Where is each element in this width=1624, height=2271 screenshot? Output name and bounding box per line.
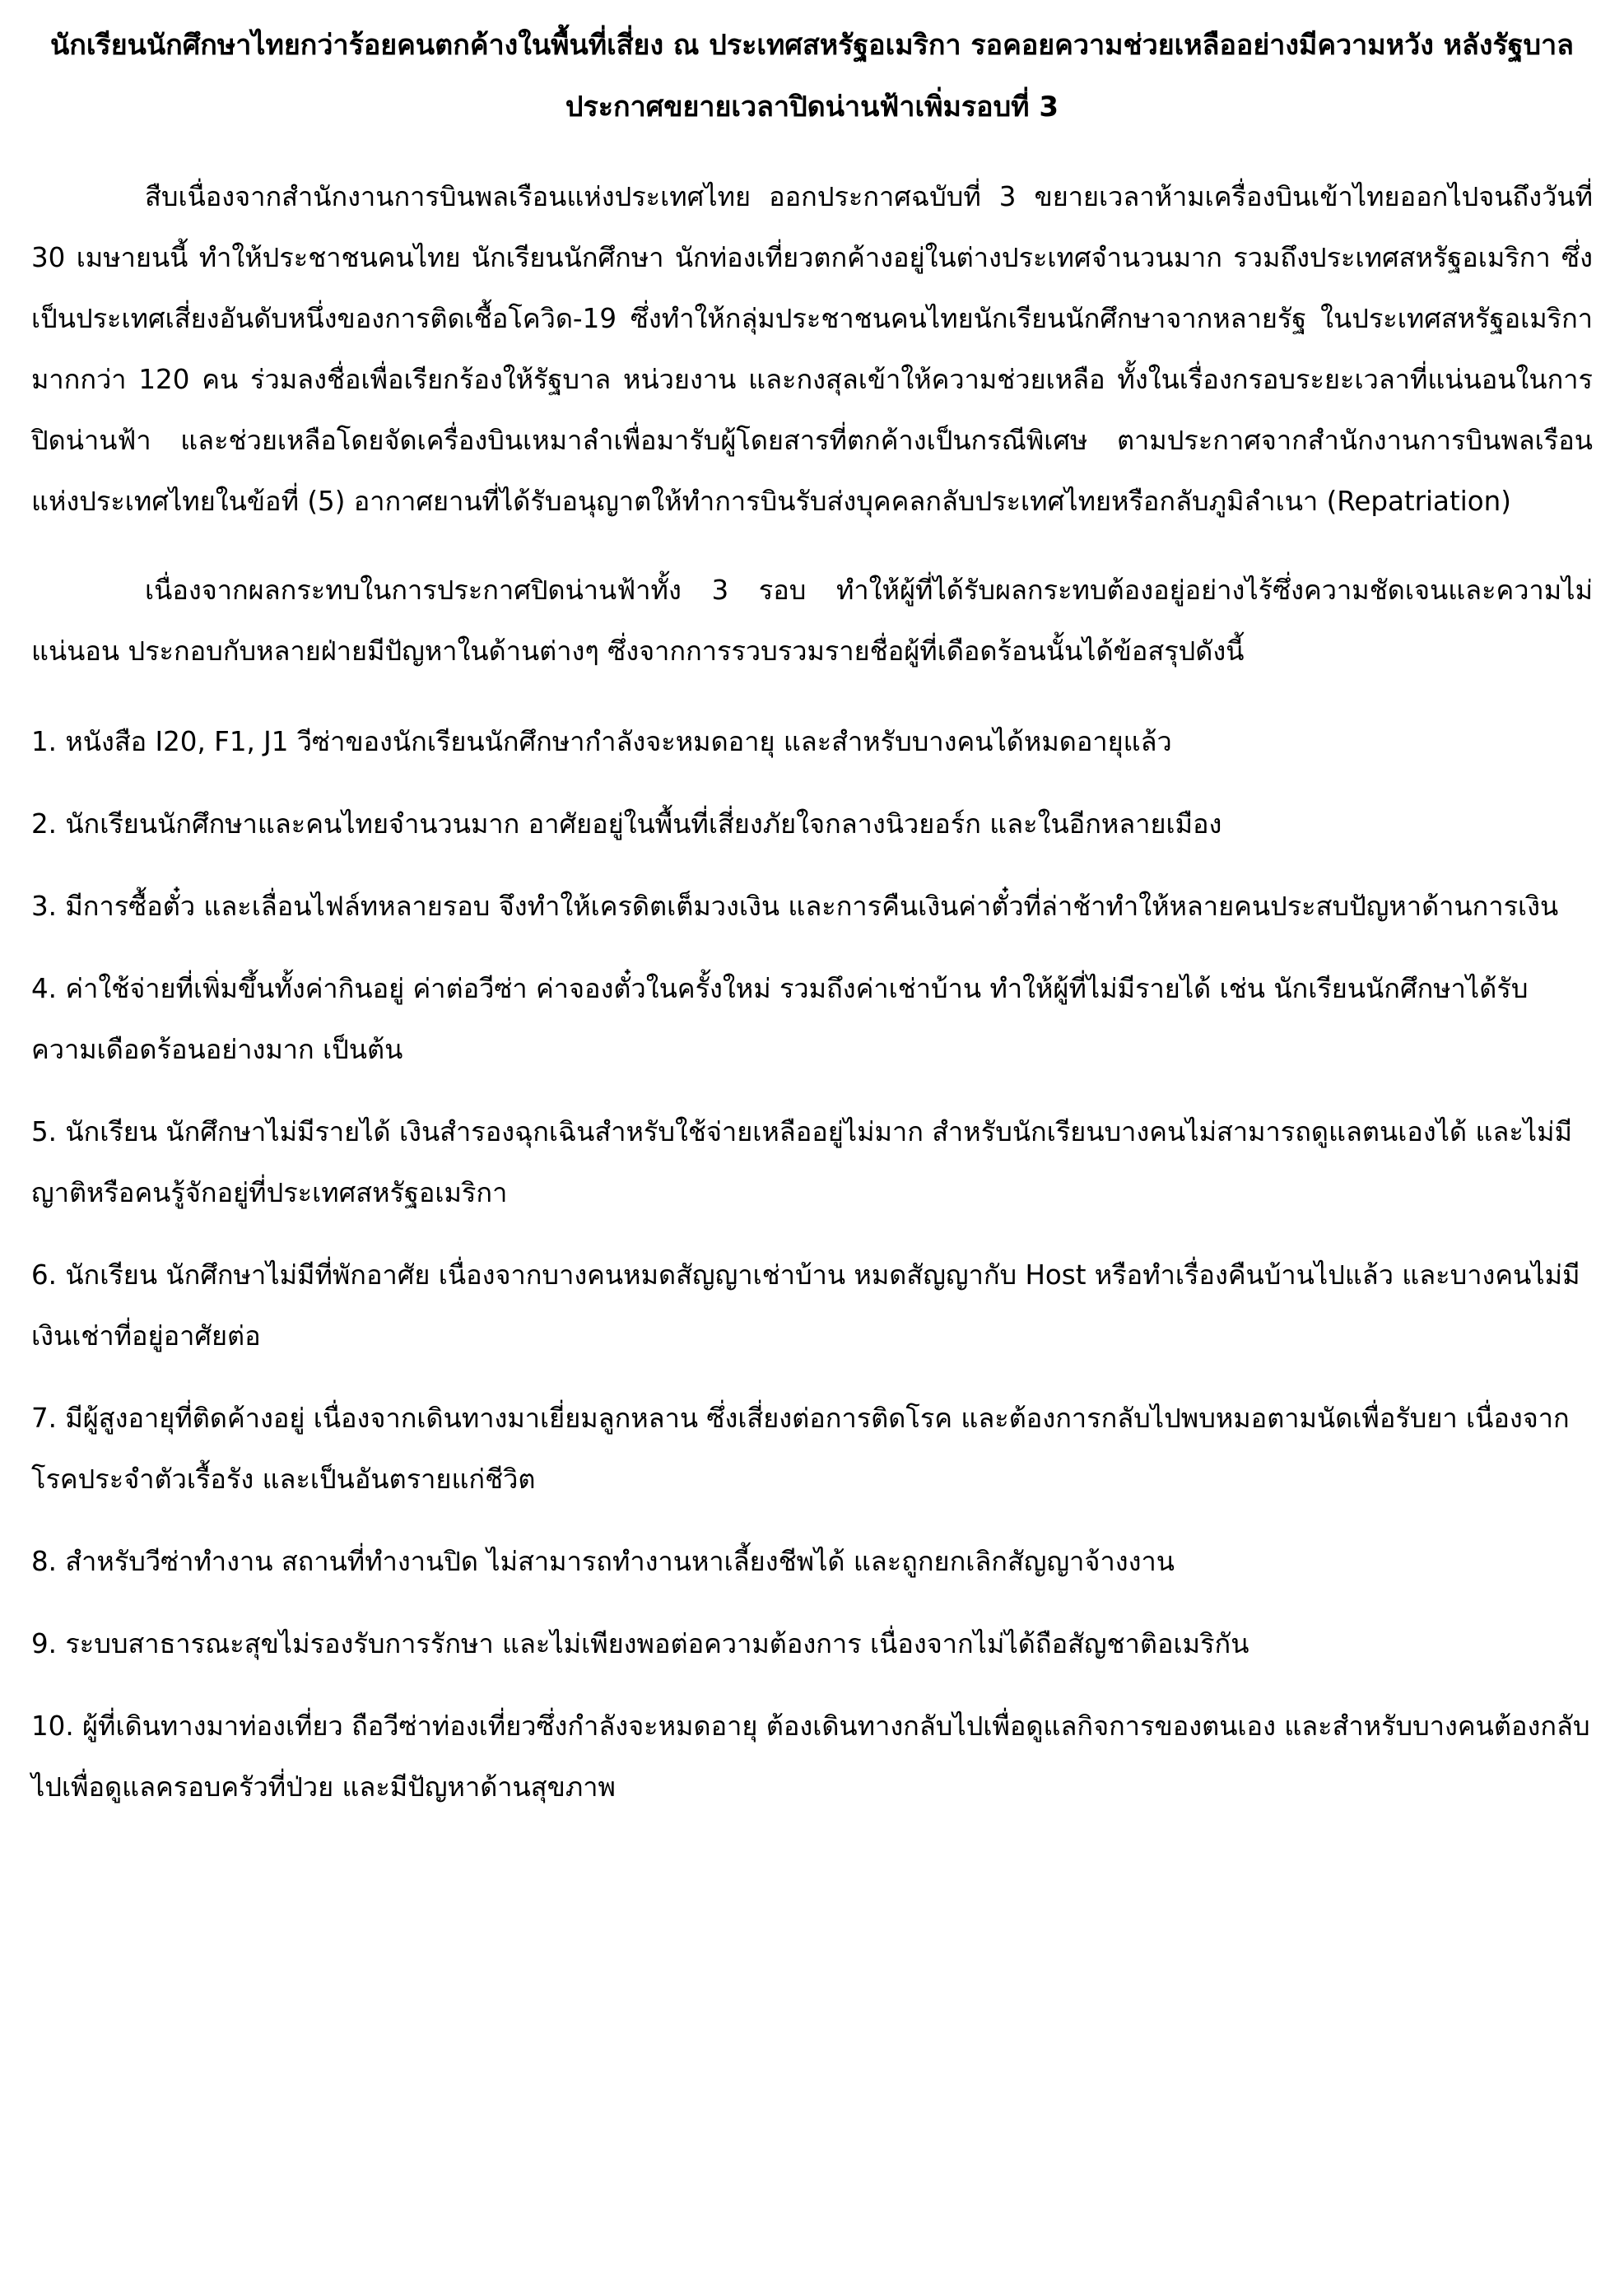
article-title: นักเรียนนักศึกษาไทยกว่าร้อยคนตกค้างในพื้นที่เสี่ยง ณ ประเทศสหรัฐอเมริกา รอคอยความช่วยเหลืออย่างมีความหวัง หลังรัฐบาลประกาศขยายเวลาปิดน่านฟ้าเพิ่มรอบที่ 3 xyxy=(49,29,1575,123)
list-item: 5. นักเรียน นักศึกษาไม่มีรายได้ เงินสำรองฉุกเฉินสำหรับใช้จ่ายเหลืออยู่ไม่มาก สำหรับนักเรียนบางคนไม่สามารถดูแลตนเองได้ และไม่มีญาติหรือคนรู้จักอยู่ที่ประเทศสหรัฐอเมริกา xyxy=(31,1116,1572,1208)
list-item: 1. หนังสือ I20, F1, J1 วีซ่าของนักเรียนนักศึกษากำลังจะหมดอายุ และสำหรับบางคนได้หมดอายุแล้ว xyxy=(31,726,1172,757)
document-page xyxy=(31,15,1593,1817)
list-item: 9. ระบบสาธารณะสุขไม่รองรับการรักษา และไม่เพียงพอต่อความต้องการ เนื่องจากไม่ได้ถือสัญชาติอเมริกัน xyxy=(31,1628,1249,1659)
intro-paragraph: สืบเนื่องจากสำนักงานการบินพลเรือนแห่งประเทศไทย ออกประกาศฉบับที่ 3 ขยายเวลาห้ามเครื่องบินเข้าไทยออกไปจนถึงวันที่ 30 เมษายนนี้ ทำให้ประชาชนคนไทย นักเรียนนักศึกษา นักท่องเที่ยวตกค้างอยู่ในต่างประเทศจำนวนมาก รวมถึงประเทศสหรัฐอเมริกา ซึ่งเป็นประเทศเสี่ยงอันดับหนึ่งของการติดเชื้อโควิด-19 ซึ่งทำให้กลุ่มประชาชนคนไทยนักเรียนนักศึกษาจากหลายรัฐ ในประเทศสหรัฐอเมริกามากกว่า 120 คน ร่วมลงชื่อเพื่อเรียกร้องให้รัฐบาล หน่วยงาน และกงสุลเข้าให้ความช่วยเหลือ ทั้งในเรื่องกรอบระยะเวลาที่แน่นอนในการปิดน่านฟ้า และช่วยเหลือโดยจัดเครื่องบินเหมาลำเพื่อมารับผู้โดยสารที่ตกค้างเป็นกรณีพิเศษ ตามประกาศจากสำนักงานการบินพลเรือนแห่งประเทศไทยในข้อที่ (5) อากาศยานที่ได้รับอนุญาตให้ทำการบินรับส่งบุคคลกลับประเทศไทยหรือกลับภูมิลำเนา (Repatriation) xyxy=(31,181,1593,517)
list-item: 2. นักเรียนนักศึกษาและคนไทยจำนวนมาก อาศัยอยู่ในพื้นที่เสี่ยงภัยใจกลางนิวยอร์ก และในอีกหลายเมือง xyxy=(31,808,1222,840)
list-item: 3. มีการซื้อตั๋ว และเลื่อนไฟล์ทหลายรอบ จึงทำให้เครดิตเต็มวงเงิน และการคืนเงินค่าตั๋วที่ล่าช้าทำให้หลายคนประสบปัญหาด้านการเงิน xyxy=(31,891,1559,922)
list-item: 7. มีผู้สูงอายุที่ติดค้างอยู่ เนื่องจากเดินทางมาเยี่ยมลูกหลาน ซึ่งเสี่ยงต่อการติดโรค และต้องการกลับไปพบหมอตามนัดเพื่อรับยา เนื่องจากโรคประจำตัวเรื้อรัง และเป็นอันตรายแก่ชีวิต xyxy=(31,1403,1570,1495)
list-item: 6. นักเรียน นักศึกษาไม่มีที่พักอาศัย เนื่องจากบางคนหมดสัญญาเช่าบ้าน หมดสัญญากับ Host หรือทำเรื่องคืนบ้านไปแล้ว และบางคนไม่มีเงินเช่าที่อยู่อาศัยต่อ xyxy=(31,1259,1580,1352)
list-item: 8. สำหรับวีซ่าทำงาน สถานที่ทำงานปิด ไม่สามารถทำงานหาเลี้ยงชีพได้ และถูกยกเลิกสัญญาจ้างงาน xyxy=(31,1546,1175,1577)
issue-list xyxy=(31,711,1593,1817)
list-item: 10. ผู้ที่เดินทางมาท่องเที่ยว ถือวีซ่าท่องเที่ยวซึ่งกำลังจะหมดอายุ ต้องเดินทางกลับไปเพื่อดูแลกิจการของตนเอง และสำหรับบางคนต้องกลับไปเพื่อดูแลครอบครัวที่ป่วย และมีปัญหาด้านสุขภาพ xyxy=(31,1710,1590,1803)
list-item: 4. ค่าใช้จ่ายที่เพิ่มขึ้นทั้งค่ากินอยู่ ค่าต่อวีซ่า ค่าจองตั๋วในครั้งใหม่ รวมถึงค่าเช่าบ้าน ทำให้ผู้ที่ไม่มีรายได้ เช่น นักเรียนนักศึกษาได้รับความเดือดร้อนอย่างมาก เป็นต้น xyxy=(31,973,1529,1065)
impact-paragraph: เนื่องจากผลกระทบในการประกาศปิดน่านฟ้าทั้ง 3 รอบ ทำให้ผู้ที่ได้รับผลกระทบต้องอยู่อย่างไร้ซึ่งความชัดเจนและความไม่แน่นอน ประกอบกับหลายฝ่ายมีปัญหาในด้านต่างๆ ซึ่งจากการรวบรวมรายชื่อผู้ที่เดือดร้อนนั้นได้ข้อสรุปดังนี้ xyxy=(31,575,1593,667)
